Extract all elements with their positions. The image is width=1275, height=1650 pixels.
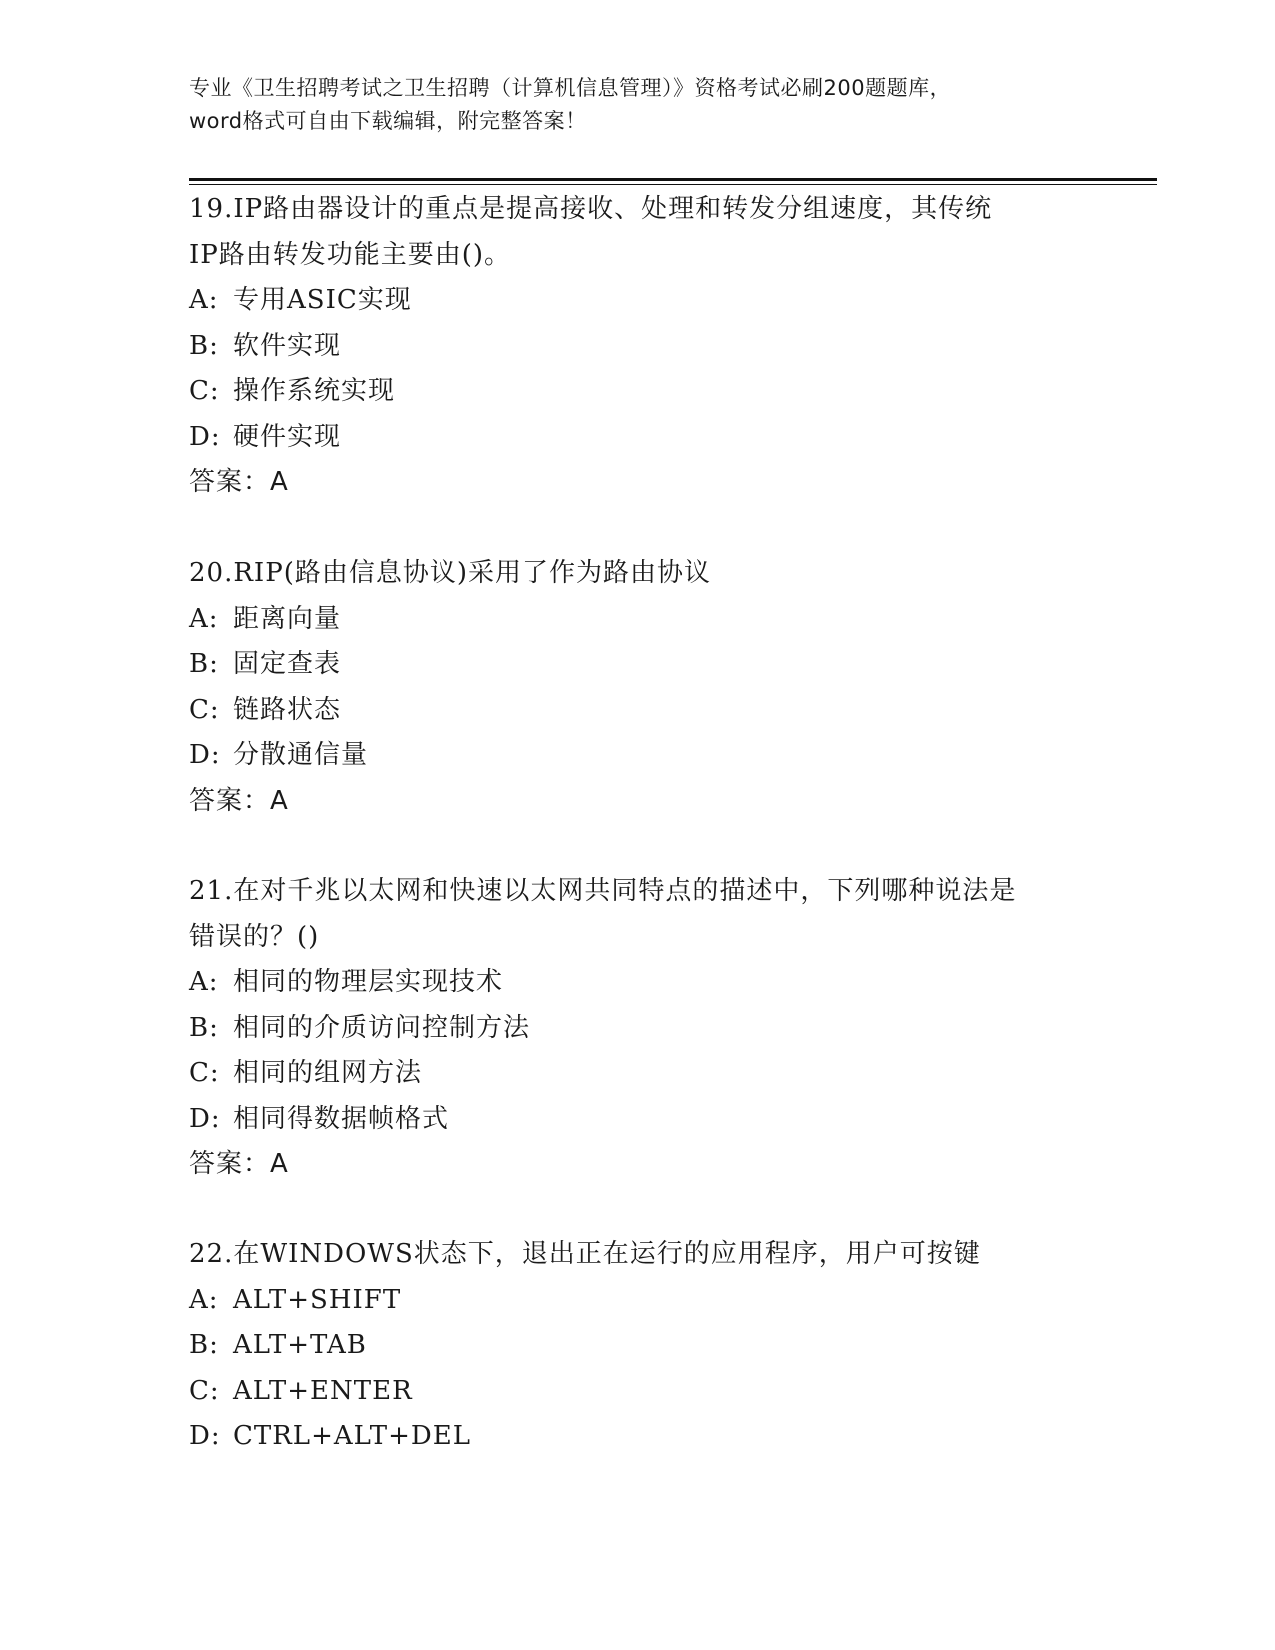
option-letter: D:: [189, 1103, 221, 1134]
option-text: CTRL+ALT+DEL: [233, 1421, 472, 1451]
question-19: [189, 187, 1089, 506]
option-a: [189, 960, 1089, 1006]
option-c: [189, 688, 1089, 734]
option-d: [189, 733, 1089, 779]
question-stem-line: 19.IP路由器设计的重点是提高接收、处理和转发分组速度，其传统: [189, 194, 993, 224]
option-letter: B:: [189, 649, 219, 679]
option-d: [189, 415, 1089, 461]
option-letter: A:: [189, 603, 219, 634]
option-letter: C:: [189, 376, 220, 406]
question-stem-line: 22.在WINDOWS状态下，退出正在运行的应用程序，用户可按键: [189, 1239, 981, 1269]
option-c: [189, 369, 1089, 415]
option-a: [189, 278, 1089, 324]
answer-line: 答案：A: [189, 467, 289, 497]
option-text: 距离向量: [233, 603, 342, 634]
answer-line: 答案：A: [189, 785, 289, 816]
option-text: ALT+TAB: [233, 1330, 367, 1360]
option-letter: B:: [189, 1330, 219, 1360]
option-text: ALT+ENTER: [233, 1375, 413, 1406]
document-header: [189, 72, 1089, 138]
option-d: [189, 1414, 1089, 1460]
option-letter: A:: [189, 1284, 219, 1315]
option-letter: C:: [189, 694, 220, 725]
option-text: ALT+SHIFT: [233, 1284, 402, 1315]
option-b: [189, 324, 1089, 370]
question-20: [189, 551, 1089, 824]
option-text: 固定查表: [233, 649, 342, 679]
option-text: 硬件实现: [233, 421, 342, 452]
option-text: 软件实现: [233, 330, 342, 361]
option-c: [189, 1051, 1089, 1097]
option-letter: D:: [189, 421, 221, 452]
option-text: 专用ASIC实现: [233, 285, 412, 315]
option-text: 相同的介质访问控制方法: [233, 1012, 531, 1043]
question-stem-line: IP路由转发功能主要由()。: [189, 239, 512, 270]
option-a: [189, 1278, 1089, 1324]
option-letter: D:: [189, 1421, 221, 1451]
question-21: [189, 869, 1089, 1188]
option-letter: B:: [189, 330, 219, 361]
header-rule-thin: [189, 184, 1157, 185]
header-line-2: word格式可自由下载编辑，附完整答案！: [189, 109, 587, 133]
option-b: [189, 1323, 1089, 1369]
option-text: 链路状态: [233, 694, 342, 725]
option-text: 相同的组网方法: [233, 1058, 423, 1088]
header-rule-thick: [189, 178, 1157, 181]
answer-line: 答案：A: [189, 1149, 289, 1179]
option-b: [189, 642, 1089, 688]
option-text: 分散通信量: [233, 740, 369, 770]
option-letter: A:: [189, 967, 219, 997]
question-stem-line: 21.在对千兆以太网和快速以太网共同特点的描述中，下列哪种说法是: [189, 876, 1017, 906]
option-letter: A:: [189, 285, 219, 315]
option-letter: B:: [189, 1012, 219, 1043]
header-line-1: 专业《卫生招聘考试之卫生招聘（计算机信息管理）》资格考试必刷200题题库，: [189, 76, 952, 100]
option-letter: D:: [189, 740, 221, 770]
question-stem-line: 错误的？(): [189, 921, 320, 952]
option-d: [189, 1097, 1089, 1143]
option-text: 相同的物理层实现技术: [233, 967, 504, 997]
question-22: [189, 1232, 1089, 1460]
question-stem-line: 20.RIP(路由信息协议)采用了作为路由协议: [189, 558, 711, 588]
option-text: 相同得数据帧格式: [233, 1103, 450, 1134]
option-letter: C:: [189, 1375, 220, 1406]
option-b: [189, 1006, 1089, 1052]
option-text: 操作系统实现: [233, 376, 396, 406]
option-a: [189, 597, 1089, 643]
option-c: [189, 1369, 1089, 1415]
option-letter: C:: [189, 1058, 220, 1088]
